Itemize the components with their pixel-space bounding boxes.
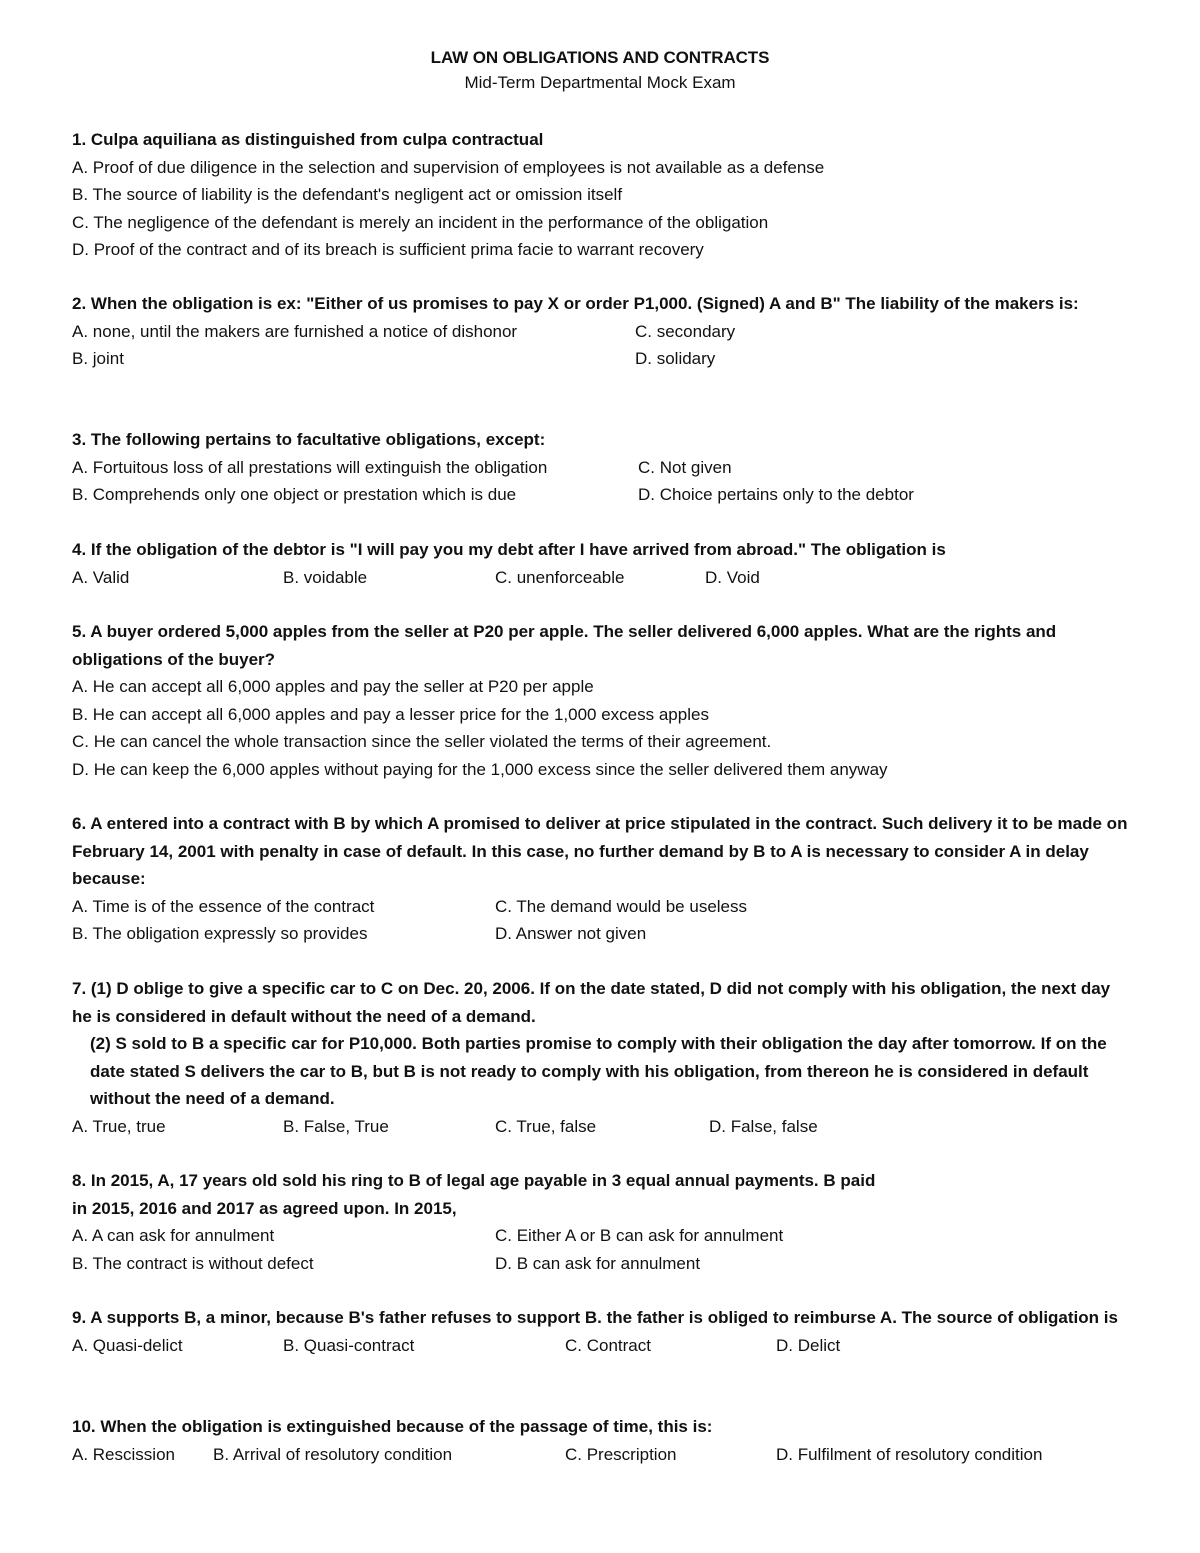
choice-b: B. The obligation expressly so provides	[72, 924, 368, 943]
choice-row	[72, 345, 1132, 373]
question-stem: 1. Culpa aquiliana as distinguished from culpa contractual	[72, 130, 544, 149]
choice-a: A. Valid	[72, 567, 130, 587]
choice-b: B. Arrival of resolutory condition	[213, 1444, 453, 1464]
question-stem-part-2: in 2015, 2016 and 2017 as agreed upon. In 2015,	[72, 1198, 457, 1218]
choice-a: A. Fortuitous loss of all prestations will extinguish the obligation	[72, 457, 548, 477]
choice-row	[72, 893, 1132, 921]
choice-d: D. False, false	[709, 1116, 818, 1136]
choice-d: D. Void	[705, 567, 760, 587]
question-stem: 7. (1) D oblige to give a specific car to C on Dec. 20, 2006. If on the date stated, D did not comply with his obligation, the next day he is considered in default without the need of a demand.	[72, 979, 1111, 1026]
exam-header	[0, 46, 1200, 96]
choice-b: B. joint	[72, 349, 124, 368]
question-7	[72, 975, 1132, 1140]
choice-row	[72, 481, 1132, 509]
question-stem-part-2: (2) S sold to B a specific car for P10,000. Both parties promise to comply with their obligation the day after tomorrow. If on the date stated S delivers the car to B, but B is not ready to comply with his obligation, from thereon he is considered in default without the need of a demand.	[90, 1034, 1107, 1108]
choice-b: B. False, True	[283, 1116, 389, 1136]
question-5	[72, 618, 1132, 783]
choice-c: C. unenforceable	[495, 567, 625, 587]
question-stem: 10. When the obligation is extinguished because of the passage of time, this is:	[72, 1417, 713, 1436]
choice-a: A. A can ask for annulment	[72, 1226, 275, 1245]
choice-a: A. Time is of the essence of the contract	[72, 896, 375, 916]
choice-c: C. True, false	[495, 1116, 597, 1136]
choice-a: A. Proof of due diligence in the selection and supervision of employees is not available as a defense	[72, 157, 825, 177]
choice-d: D. solidary	[635, 349, 716, 368]
choice-c: C. He can cancel the whole transaction since the seller violated the terms of their agreement.	[72, 732, 772, 751]
question-4	[72, 536, 1132, 591]
question-10	[72, 1413, 1132, 1468]
exam-title: LAW ON OBLIGATIONS AND CONTRACTS	[430, 48, 770, 67]
choice-c: C. The demand would be useless	[495, 896, 748, 916]
choice-row	[72, 1250, 1132, 1278]
choice-b: B. Quasi-contract	[283, 1335, 415, 1355]
choice-row	[72, 1222, 1132, 1250]
choice-d: D. He can keep the 6,000 apples without paying for the 1,000 excess since the seller delivered them anyway	[72, 759, 888, 779]
choice-row	[72, 454, 1132, 482]
question-1	[72, 126, 1132, 264]
choice-c: C. Prescription	[565, 1444, 677, 1464]
question-stem: 2. When the obligation is ex: "Either of us promises to pay X or order P1,000. (Signed) A and B" The liability of the makers is:	[72, 294, 1079, 313]
choice-row	[72, 1113, 1132, 1141]
question-3	[72, 426, 1132, 509]
choice-b: B. The contract is without defect	[72, 1253, 314, 1273]
choice-d: D. Delict	[776, 1335, 841, 1355]
choice-c: C. Contract	[565, 1335, 651, 1355]
choice-a: A. He can accept all 6,000 apples and pay the seller at P20 per apple	[72, 677, 594, 696]
choice-a: A. Quasi-delict	[72, 1335, 183, 1355]
question-6	[72, 810, 1132, 948]
choice-b: B. He can accept all 6,000 apples and pay a lesser price for the 1,000 excess apples	[72, 704, 709, 724]
exam-subtitle: Mid-Term Departmental Mock Exam	[464, 73, 736, 92]
question-stem: 5. A buyer ordered 5,000 apples from the seller at P20 per apple. The seller delivered 6,000 apples. What are the rights and obligations of the buyer?	[72, 622, 1057, 669]
choice-c: C. Not given	[638, 457, 732, 477]
choice-row	[72, 318, 1132, 346]
choice-b: B. The source of liability is the defendant's negligent act or omission itself	[72, 185, 623, 204]
choice-c: C. Either A or B can ask for annulment	[495, 1226, 784, 1245]
choice-row	[72, 920, 1132, 948]
choice-row	[72, 1332, 1132, 1360]
choice-d: D. Choice pertains only to the debtor	[638, 485, 914, 504]
choice-d: D. Fulfilment of resolutory condition	[776, 1444, 1043, 1464]
choice-d: D. Proof of the contract and of its breach is sufficient prima facie to warrant recovery	[72, 240, 704, 259]
choice-b: B. Comprehends only one object or prestation which is due	[72, 485, 517, 504]
choice-d: D. Answer not given	[495, 924, 647, 943]
choice-a: A. none, until the makers are furnished a notice of dishonor	[72, 321, 518, 341]
question-stem: 8. In 2015, A, 17 years old sold his ring to B of legal age payable in 3 equal annual payments. B paid	[72, 1171, 876, 1190]
choice-row	[72, 1441, 1132, 1469]
question-stem: 4. If the obligation of the debtor is "I will pay you my debt after I have arrived from abroad." The obligation is	[72, 540, 946, 559]
question-stem: 6. A entered into a contract with B by which A promised to deliver at price stipulated in the contract. Such delivery it to be made on February 14, 2001 with penalty in case of default. In this case, no further demand by B to A is necessary to consider A in delay because:	[72, 814, 1128, 888]
question-8	[72, 1167, 1132, 1277]
question-2	[72, 290, 1132, 373]
choice-c: C. The negligence of the defendant is merely an incident in the performance of the obligation	[72, 212, 769, 232]
question-stem: 3. The following pertains to facultative obligations, except:	[72, 430, 546, 449]
question-9	[72, 1304, 1132, 1359]
question-stem: 9. A supports B, a minor, because B's father refuses to support B. the father is obliged to reimburse A. The source of obligation is	[72, 1308, 1118, 1327]
choice-a: A. Rescission	[72, 1444, 175, 1464]
choice-a: A. True, true	[72, 1116, 166, 1136]
choice-d: D. B can ask for annulment	[495, 1253, 701, 1273]
choice-row	[72, 564, 1132, 592]
choice-c: C. secondary	[635, 321, 736, 341]
choice-b: B. voidable	[283, 567, 368, 587]
